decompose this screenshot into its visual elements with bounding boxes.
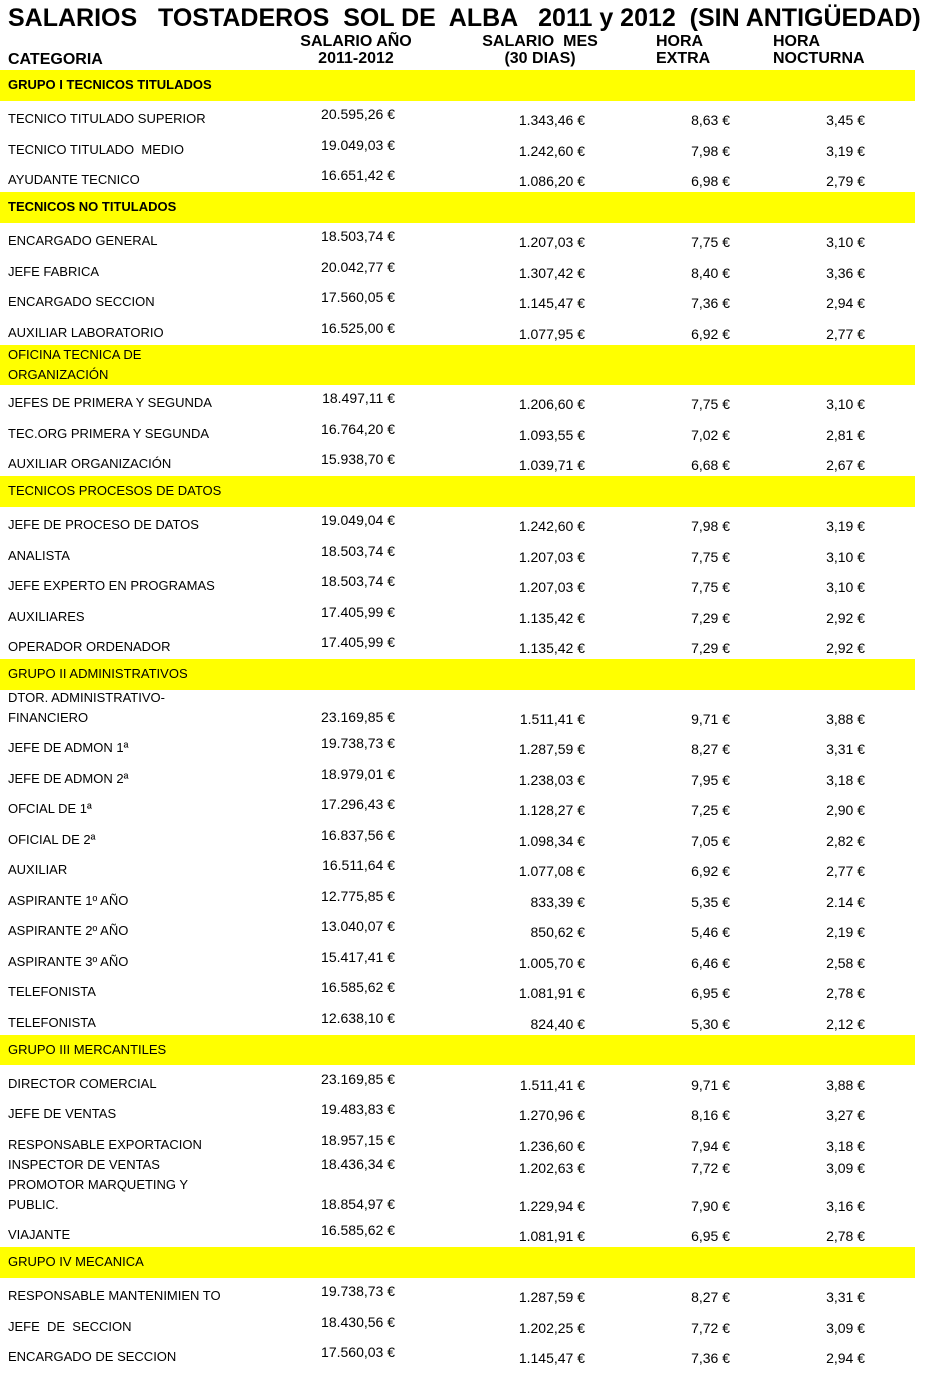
cell-salario-anio: 18.436,34 € xyxy=(321,1155,395,1172)
group-header: GRUPO II ADMINISTRATIVOS xyxy=(0,659,915,690)
cell-categoria: TELEFONISTA xyxy=(8,984,96,999)
cell-hora-extra: 6,92 € xyxy=(691,325,730,342)
table-row xyxy=(0,101,915,132)
cell-hora-extra: 7,94 € xyxy=(691,1137,730,1154)
cell-salario-anio: 17.296,43 € xyxy=(321,796,395,812)
table-row xyxy=(0,253,915,284)
cell-categoria: AUXILIAR xyxy=(8,862,68,877)
cell-categoria: JEFE DE VENTAS xyxy=(8,1106,117,1121)
cell-salario-anio: 20.042,77 € xyxy=(321,258,395,275)
cell-salario-mes: 1.207,03 € xyxy=(518,579,585,595)
cell-salario-anio: 18.497,11 € xyxy=(322,390,395,406)
cell-salario-anio: 19.049,03 € xyxy=(321,136,395,153)
cell-hora-extra: 8,63 € xyxy=(691,112,730,128)
cell-categoria: RESPONSABLE MANTENIMIEN TO xyxy=(8,1288,221,1303)
cell-categoria: DIRECTOR COMERCIAL xyxy=(8,1075,157,1091)
cell-salario-mes: 1.077,95 € xyxy=(518,325,585,342)
cell-salario-mes: 1.236,60 € xyxy=(518,1137,585,1154)
cell-salario-mes: 1.287,59 € xyxy=(518,741,585,757)
cell-salario-anio: 17.405,99 € xyxy=(321,634,395,650)
cell-salario-mes: 1.343,46 € xyxy=(518,112,585,128)
cell-hora-extra: 6,95 € xyxy=(691,985,730,1001)
cell-hora-extra: 8,16 € xyxy=(691,1107,730,1123)
cell-categoria: JEFES DE PRIMERA Y SEGUNDA xyxy=(8,395,212,410)
cell-salario-mes: 1.207,03 € xyxy=(518,234,585,250)
page-title: SALARIOS TOSTADEROS SOL DE ALBA 2011 y 2012 (SIN ANTIGÜEDAD) xyxy=(8,4,921,32)
cell-salario-anio: 23.169,85 € xyxy=(321,708,395,725)
table-row xyxy=(0,537,915,568)
cell-hora-nocturna: 2,92 € xyxy=(826,609,865,626)
cell-hora-nocturna: 3,88 € xyxy=(826,1076,865,1093)
cell-salario-mes: 1.135,42 € xyxy=(518,640,585,656)
table-row xyxy=(0,943,915,974)
cell-salario-mes: 1.206,60 € xyxy=(518,396,585,412)
cell-hora-nocturna: 2,58 € xyxy=(826,954,865,971)
cell-salario-anio: 19.483,83 € xyxy=(321,1101,395,1117)
cell-hora-nocturna: 3,09 € xyxy=(826,1319,865,1336)
cell-salario-anio: 16.525,00 € xyxy=(321,319,395,336)
group-header: GRUPO I TECNICOS TITULADOS xyxy=(0,70,915,101)
cell-hora-nocturna: 2,77 € xyxy=(826,325,865,342)
cell-hora-extra: 7,90 € xyxy=(691,1197,730,1214)
cell-salario-mes: 1.077,08 € xyxy=(518,863,585,879)
cell-hora-nocturna: 2,81 € xyxy=(826,426,865,443)
table-row xyxy=(0,223,915,254)
cell-salario-anio: 18.503,74 € xyxy=(321,542,395,559)
cell-categoria: ANALISTA xyxy=(8,547,70,563)
cell-categoria: OFICIAL DE 2ª xyxy=(8,831,96,847)
cell-salario-anio: 12.638,10 € xyxy=(321,1009,395,1026)
cell-hora-extra: 8,27 € xyxy=(691,741,730,757)
cell-hora-extra: 6,95 € xyxy=(691,1228,730,1244)
table-row xyxy=(0,415,915,446)
table-row xyxy=(0,314,915,345)
cell-hora-extra: 6,92 € xyxy=(691,863,730,879)
cell-salario-mes: 1.093,55 € xyxy=(518,426,585,443)
cell-hora-extra: 6,46 € xyxy=(691,954,730,971)
cell-salario-mes: 1.081,91 € xyxy=(518,985,585,1001)
cell-salario-mes: 850,62 € xyxy=(530,924,585,940)
cell-hora-nocturna: 2,79 € xyxy=(826,173,865,189)
cell-categoria: JEFE EXPERTO EN PROGRAMAS xyxy=(8,578,215,593)
cell-salario-anio: 18.503,74 € xyxy=(321,228,395,244)
cell-salario-mes: 1.145,47 € xyxy=(518,1350,585,1366)
cell-salario-anio: 16.764,20 € xyxy=(321,420,395,437)
cell-hora-extra: 7,98 € xyxy=(691,142,730,159)
cell-salario-anio: 18.503,74 € xyxy=(321,573,395,589)
cell-hora-nocturna: 3,10 € xyxy=(826,396,865,412)
table-row xyxy=(0,629,915,660)
cell-salario-mes: 1.005,70 € xyxy=(518,954,585,971)
column-header-salario-mes: SALARIO MES (30 DIAS) xyxy=(482,33,598,67)
cell-hora-extra: 6,68 € xyxy=(691,457,730,473)
cell-hora-nocturna: 3,19 € xyxy=(826,142,865,159)
table-row xyxy=(0,1217,915,1248)
table-row xyxy=(0,446,915,477)
table-row xyxy=(0,1339,915,1370)
cell-salario-mes: 1.242,60 € xyxy=(518,142,585,159)
cell-hora-extra: 7,95 € xyxy=(691,771,730,788)
cell-categoria: AUXILIAR LABORATORIO xyxy=(8,324,164,340)
cell-categoria: TELEFONISTA xyxy=(8,1014,96,1030)
cell-salario-anio: 23.169,85 € xyxy=(321,1070,395,1087)
cell-hora-nocturna: 3,09 € xyxy=(826,1159,865,1176)
table-row xyxy=(0,1157,915,1177)
cell-salario-anio: 16.511,64 € xyxy=(322,857,395,873)
cell-categoria: INSPECTOR DE VENTAS xyxy=(8,1156,160,1172)
cell-salario-mes: 1.242,60 € xyxy=(518,518,585,534)
cell-salario-mes: 1.238,03 € xyxy=(518,771,585,788)
table-row xyxy=(0,913,915,944)
cell-salario-anio: 19.049,04 € xyxy=(321,512,395,528)
cell-categoria: AUXILIAR ORGANIZACIÓN xyxy=(8,456,172,471)
cell-hora-extra: 5,35 € xyxy=(691,893,730,910)
cell-categoria: PROMOTOR MARQUETING Y PUBLIC. xyxy=(8,1176,189,1212)
table-row xyxy=(0,1004,915,1035)
cell-hora-nocturna: 3,10 € xyxy=(826,579,865,595)
cell-hora-nocturna: 3,88 € xyxy=(826,710,865,727)
cell-categoria: DTOR. ADMINISTRATIVO- FINANCIERO xyxy=(8,689,165,725)
cell-categoria: JEFE DE ADMON 2ª xyxy=(8,770,129,786)
cell-salario-mes: 1.202,25 € xyxy=(518,1319,585,1336)
cell-hora-extra: 7,75 € xyxy=(691,548,730,565)
cell-hora-nocturna: 2,78 € xyxy=(826,1228,865,1244)
cell-hora-extra: 7,72 € xyxy=(691,1159,730,1176)
cell-categoria: JEFE DE ADMON 1ª xyxy=(8,740,129,755)
table-row xyxy=(0,974,915,1005)
cell-hora-nocturna: 2,12 € xyxy=(826,1015,865,1032)
cell-salario-mes: 1.128,27 € xyxy=(518,802,585,818)
cell-salario-mes: 1.135,42 € xyxy=(518,609,585,626)
cell-salario-anio: 18.430,56 € xyxy=(321,1313,395,1330)
group-header: OFICINA TECNICA DE ORGANIZACIÓN xyxy=(0,345,915,385)
table-row xyxy=(0,131,915,162)
cell-categoria: TECNICO TITULADO SUPERIOR xyxy=(8,111,206,126)
cell-categoria: ASPIRANTE 1º AÑO xyxy=(8,892,129,908)
cell-hora-nocturna: 3,19 € xyxy=(826,518,865,534)
cell-hora-nocturna: 3,31 € xyxy=(826,741,865,757)
cell-salario-anio: 16.585,62 € xyxy=(321,1222,395,1238)
cell-hora-extra: 9,71 € xyxy=(691,710,730,727)
cell-salario-mes: 824,40 € xyxy=(530,1015,585,1032)
table-row xyxy=(0,1278,915,1309)
cell-hora-extra: 7,98 € xyxy=(691,518,730,534)
table-row xyxy=(0,598,915,629)
cell-salario-anio: 15.417,41 € xyxy=(321,948,395,965)
table-row xyxy=(0,1308,915,1339)
cell-salario-mes: 1.287,59 € xyxy=(518,1289,585,1305)
cell-hora-nocturna: 3,31 € xyxy=(826,1289,865,1305)
cell-salario-mes: 1.229,94 € xyxy=(518,1197,585,1214)
table-row xyxy=(0,690,915,730)
table-row xyxy=(0,1096,915,1127)
cell-categoria: AUXILIARES xyxy=(8,608,85,624)
cell-salario-anio: 17.560,05 € xyxy=(321,289,395,305)
cell-salario-mes: 1.511,41 € xyxy=(519,710,585,727)
cell-hora-extra: 7,02 € xyxy=(691,426,730,443)
cell-hora-extra: 8,40 € xyxy=(691,264,730,281)
cell-salario-mes: 1.270,96 € xyxy=(518,1107,585,1123)
cell-hora-extra: 5,30 € xyxy=(691,1015,730,1032)
table-row xyxy=(0,730,915,761)
cell-categoria: JEFE DE SECCION xyxy=(8,1318,132,1334)
cell-salario-anio: 17.405,99 € xyxy=(321,603,395,620)
cell-hora-nocturna: 3,18 € xyxy=(826,1137,865,1154)
cell-salario-anio: 19.738,73 € xyxy=(321,1283,395,1299)
cell-hora-extra: 7,75 € xyxy=(691,579,730,595)
cell-categoria: OPERADOR ORDENADOR xyxy=(8,639,171,654)
cell-salario-mes: 1.511,41 € xyxy=(519,1076,585,1093)
cell-hora-nocturna: 2,77 € xyxy=(826,863,865,879)
cell-categoria: ENCARGADO SECCION xyxy=(8,294,155,309)
cell-hora-nocturna: 2,67 € xyxy=(826,457,865,473)
cell-hora-nocturna: 3,16 € xyxy=(826,1197,865,1214)
cell-hora-nocturna: 2,94 € xyxy=(826,295,865,311)
cell-hora-extra: 6,98 € xyxy=(691,173,730,189)
cell-hora-nocturna: 2,92 € xyxy=(826,640,865,656)
cell-salario-mes: 1.307,42 € xyxy=(518,264,585,281)
cell-hora-nocturna: 2,90 € xyxy=(826,802,865,818)
table-row xyxy=(0,821,915,852)
cell-categoria: AYUDANTE TECNICO xyxy=(8,172,140,187)
cell-salario-anio: 16.837,56 € xyxy=(321,826,395,843)
cell-salario-anio: 16.651,42 € xyxy=(321,167,395,183)
cell-categoria: JEFE DE PROCESO DE DATOS xyxy=(8,517,199,532)
cell-salario-anio: 20.595,26 € xyxy=(321,106,395,122)
cell-categoria: VIAJANTE xyxy=(8,1227,71,1242)
cell-salario-mes: 1.145,47 € xyxy=(518,295,585,311)
cell-hora-nocturna: 3,10 € xyxy=(826,234,865,250)
cell-hora-extra: 9,71 € xyxy=(691,1076,730,1093)
table-row xyxy=(0,568,915,599)
cell-salario-anio: 19.738,73 € xyxy=(321,735,395,751)
cell-categoria: ASPIRANTE 2º AÑO xyxy=(8,923,129,938)
cell-hora-nocturna: 3,10 € xyxy=(826,548,865,565)
cell-hora-extra: 7,75 € xyxy=(691,396,730,412)
group-header: TECNICOS PROCESOS DE DATOS xyxy=(0,476,915,507)
cell-hora-extra: 7,72 € xyxy=(691,1319,730,1336)
cell-hora-extra: 8,27 € xyxy=(691,1289,730,1305)
cell-hora-extra: 7,36 € xyxy=(691,1350,730,1366)
column-header-categoria: CATEGORIA xyxy=(8,51,103,68)
cell-categoria: ENCARGADO DE SECCION xyxy=(8,1349,177,1364)
cell-salario-mes: 1.207,03 € xyxy=(518,548,585,565)
cell-hora-nocturna: 2.14 € xyxy=(826,893,865,910)
cell-salario-mes: 1.081,91 € xyxy=(518,1228,585,1244)
table-row xyxy=(0,1126,915,1157)
cell-salario-anio: 12.775,85 € xyxy=(321,887,395,904)
column-header-hora-nocturna: HORA NOCTURNA xyxy=(773,33,865,67)
cell-hora-nocturna: 3,45 € xyxy=(826,112,865,128)
column-header-hora-extra: HORA EXTRA xyxy=(656,33,711,67)
cell-categoria: ENCARGADO GENERAL xyxy=(8,233,158,248)
cell-categoria: TEC.ORG PRIMERA Y SEGUNDA xyxy=(8,425,210,441)
salary-table xyxy=(0,70,925,1369)
cell-salario-anio: 13.040,07 € xyxy=(321,918,395,934)
group-header: TECNICOS NO TITULADOS xyxy=(0,192,915,223)
cell-salario-anio: 18.854,97 € xyxy=(321,1195,395,1212)
cell-categoria: ASPIRANTE 3º AÑO xyxy=(8,953,129,969)
cell-hora-extra: 7,75 € xyxy=(691,234,730,250)
cell-hora-extra: 7,36 € xyxy=(691,295,730,311)
cell-salario-mes: 1.098,34 € xyxy=(518,832,585,849)
group-header: GRUPO IV MECANICA xyxy=(0,1247,915,1278)
cell-salario-mes: 833,39 € xyxy=(530,893,585,910)
cell-salario-anio: 18.957,15 € xyxy=(321,1131,395,1148)
table-row xyxy=(0,385,915,416)
cell-salario-anio: 18.979,01 € xyxy=(321,765,395,782)
cell-salario-mes: 1.039,71 € xyxy=(518,457,585,473)
group-header: GRUPO III MERCANTILES xyxy=(0,1035,915,1066)
cell-hora-extra: 7,25 € xyxy=(691,802,730,818)
table-row xyxy=(0,852,915,883)
table-row xyxy=(0,284,915,315)
table-row xyxy=(0,507,915,538)
column-header-salario-anio: SALARIO AÑO 2011-2012 xyxy=(300,33,412,67)
cell-hora-nocturna: 2,78 € xyxy=(826,985,865,1001)
cell-salario-anio: 17.560,03 € xyxy=(321,1344,395,1360)
cell-hora-nocturna: 3,27 € xyxy=(826,1107,865,1123)
table-row xyxy=(0,760,915,791)
cell-hora-extra: 7,29 € xyxy=(691,640,730,656)
table-row xyxy=(0,882,915,913)
table-row xyxy=(0,162,915,193)
cell-categoria: OFCIAL DE 1ª xyxy=(8,801,92,816)
cell-salario-anio: 16.585,62 € xyxy=(321,979,395,995)
table-row xyxy=(0,1177,915,1217)
cell-salario-anio: 15.938,70 € xyxy=(321,451,395,467)
cell-hora-nocturna: 2,19 € xyxy=(826,924,865,940)
cell-hora-nocturna: 2,94 € xyxy=(826,1350,865,1366)
cell-hora-nocturna: 2,82 € xyxy=(826,832,865,849)
cell-hora-extra: 5,46 € xyxy=(691,924,730,940)
cell-hora-nocturna: 3,36 € xyxy=(826,264,865,281)
table-row xyxy=(0,1065,915,1096)
cell-hora-nocturna: 3,18 € xyxy=(826,771,865,788)
table-row xyxy=(0,791,915,822)
cell-categoria: TECNICO TITULADO MEDIO xyxy=(8,141,184,157)
cell-hora-extra: 7,05 € xyxy=(691,832,730,849)
cell-categoria: RESPONSABLE EXPORTACION xyxy=(8,1136,202,1152)
cell-hora-extra: 7,29 € xyxy=(691,609,730,626)
cell-salario-mes: 1.202,63 € xyxy=(518,1159,585,1176)
cell-salario-mes: 1.086,20 € xyxy=(518,173,585,189)
cell-categoria: JEFE FABRICA xyxy=(8,263,100,279)
